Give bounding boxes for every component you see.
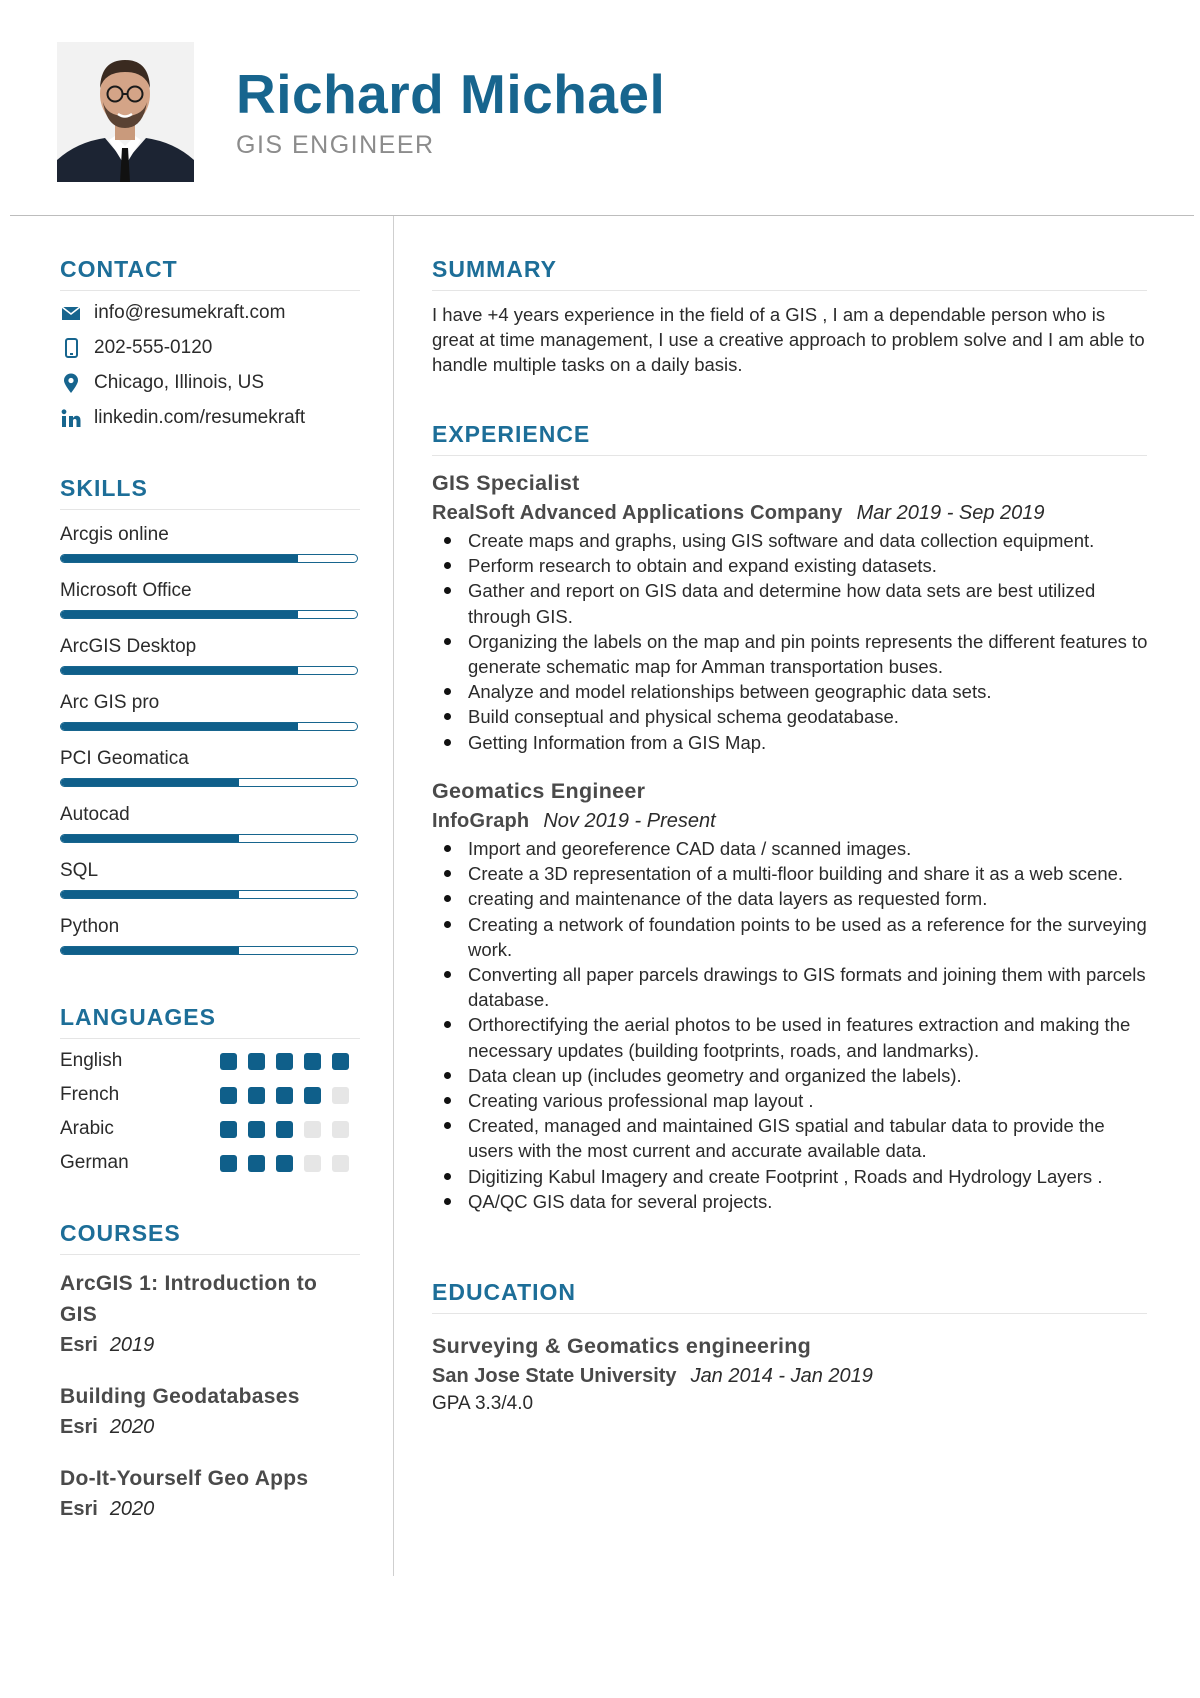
course-title: Building Geodatabases: [60, 1385, 300, 1408]
skill-bar-fill: [61, 947, 239, 954]
rating-square-filled: [220, 1087, 237, 1104]
list-item: Import and georeference CAD data / scanned images.: [432, 836, 1152, 861]
skill-item: [60, 748, 360, 787]
languages-heading: LANGUAGES: [60, 1004, 216, 1030]
rating-square-empty: [332, 1121, 349, 1138]
skill-bar: [60, 834, 358, 843]
job-bullets: [432, 836, 1152, 1214]
envelope-icon: [60, 302, 82, 324]
list-item: QA/QC GIS data for several projects.: [432, 1189, 1152, 1214]
skill-bar: [60, 890, 358, 899]
language-name: German: [60, 1152, 129, 1173]
phone-icon: [60, 337, 82, 359]
course-item: [60, 1381, 360, 1442]
skill-item: [60, 692, 360, 731]
skill-name: Microsoft Office: [60, 580, 192, 601]
skill-bar-fill: [61, 723, 298, 730]
rating-square-filled: [248, 1053, 265, 1070]
job-meta: [432, 806, 1152, 836]
list-item: Data clean up (includes geometry and organized the labels).: [432, 1063, 1152, 1088]
skill-bar: [60, 666, 358, 675]
list-item: Converting all paper parcels drawings to GIS formats and joining them with parcels database.: [432, 962, 1152, 1012]
summary-heading: SUMMARY: [432, 256, 557, 282]
language-name: French: [60, 1084, 120, 1105]
list-item: Organizing the labels on the map and pin points represents the different features to generate schematic map for Amman transportation buses.: [432, 629, 1152, 679]
education-heading: EDUCATION: [432, 1279, 577, 1305]
language-item: [60, 1150, 360, 1176]
list-item: Create maps and graphs, using GIS software and data collection equipment.: [432, 528, 1152, 553]
job-title: GIS ENGINEER: [236, 131, 435, 159]
course-year: 2020: [109, 1416, 155, 1438]
job-bullets: [432, 528, 1152, 755]
rating-square-empty: [332, 1087, 349, 1104]
language-rating: [220, 1121, 360, 1138]
rating-square-filled: [220, 1053, 237, 1070]
email-text[interactable]: info@resumekraft.com: [94, 302, 286, 323]
linkedin-icon: [60, 407, 82, 429]
job-entry: [432, 776, 1152, 1214]
courses-heading-rule: [60, 1254, 360, 1255]
skill-bar-fill: [61, 779, 239, 786]
rating-square-filled: [248, 1155, 265, 1172]
education-entry: [432, 1331, 1152, 1417]
rating-square-filled: [276, 1087, 293, 1104]
rating-square-filled: [276, 1121, 293, 1138]
skill-bar-fill: [61, 555, 298, 562]
contact-heading-rule: [60, 290, 360, 291]
job-company: RealSoft Advanced Applications Company: [432, 502, 843, 524]
avatar: [57, 42, 194, 182]
languages-heading-rule: [60, 1038, 360, 1039]
skill-name: PCI Geomatica: [60, 748, 189, 769]
course-title: ArcGIS 1: Introduction to GIS: [60, 1272, 318, 1326]
skill-name: Python: [60, 916, 120, 937]
summary-text: I have +4 years experience in the field of a GIS , I am a dependable person who is great at time management, I use a creative approach to problem solve and I am able to handle multiple tasks on a daily basis.: [432, 304, 1145, 375]
skill-bar-fill: [61, 667, 298, 674]
list-item: Digitizing Kabul Imagery and create Footprint , Roads and Hydrology Layers .: [432, 1164, 1152, 1189]
list-item: Gather and report on GIS data and determine how data sets are best utilized through GIS.: [432, 578, 1152, 628]
rating-square-filled: [220, 1121, 237, 1138]
education-meta: [432, 1361, 1152, 1391]
column-divider: [393, 216, 394, 1576]
course-meta: [60, 1330, 360, 1360]
list-item: Created, managed and maintained GIS spatial and tabular data to provide the users with the most current and accurate available data.: [432, 1113, 1152, 1163]
skill-name: Autocad: [60, 804, 130, 825]
rating-square-empty: [332, 1155, 349, 1172]
job-role: GIS Specialist: [432, 471, 580, 495]
job-dates: Nov 2019 - Present: [543, 810, 716, 832]
contact-phone[interactable]: [60, 337, 212, 359]
education-degree: Surveying & Geomatics engineering: [432, 1334, 812, 1358]
job-role: Geomatics Engineer: [432, 779, 646, 803]
skill-item: [60, 636, 360, 675]
job-company: InfoGraph: [432, 810, 530, 832]
skill-item: [60, 580, 360, 619]
rating-square-filled: [248, 1087, 265, 1104]
rating-square-empty: [304, 1155, 321, 1172]
experience-heading: EXPERIENCE: [432, 421, 591, 447]
summary-heading-rule: [432, 290, 1147, 291]
linkedin-text[interactable]: linkedin.com/resumekraft: [94, 407, 306, 428]
language-name: Arabic: [60, 1118, 114, 1139]
course-title: Do-It-Yourself Geo Apps: [60, 1467, 309, 1490]
language-rating: [220, 1053, 360, 1070]
list-item: Creating a network of foundation points to be used as a reference for the surveying work.: [432, 912, 1152, 962]
course-year: 2019: [109, 1334, 155, 1356]
language-item: [60, 1082, 360, 1108]
education-dates: Jan 2014 - Jan 2019: [690, 1365, 873, 1387]
course-org: Esri: [60, 1498, 98, 1520]
course-item: [60, 1268, 360, 1360]
language-item: [60, 1116, 360, 1142]
skill-bar-fill: [61, 891, 239, 898]
skill-item: [60, 524, 360, 563]
course-item: [60, 1463, 360, 1524]
skill-item: [60, 916, 360, 955]
skill-bar: [60, 554, 358, 563]
rating-square-empty: [304, 1121, 321, 1138]
list-item: Create a 3D representation of a multi-floor building and share it as a web scene.: [432, 861, 1152, 886]
skill-bar: [60, 778, 358, 787]
language-name: English: [60, 1050, 123, 1071]
skills-heading: SKILLS: [60, 475, 148, 501]
language-item: [60, 1048, 360, 1074]
contact-linkedin[interactable]: [60, 407, 305, 429]
rating-square-filled: [248, 1121, 265, 1138]
skill-item: [60, 860, 360, 899]
skill-name: SQL: [60, 860, 99, 881]
candidate-name: Richard Michael: [236, 63, 666, 125]
education-gpa: GPA 3.3/4.0: [432, 1393, 534, 1414]
list-item: Analyze and model relationships between geographic data sets.: [432, 679, 1152, 704]
rating-square-filled: [276, 1155, 293, 1172]
location-text: Chicago, Illinois, US: [94, 372, 265, 393]
skill-name: Arcgis online: [60, 524, 169, 545]
rating-square-filled: [304, 1087, 321, 1104]
skill-item: [60, 804, 360, 843]
list-item: Getting Information from a GIS Map.: [432, 730, 1152, 755]
rating-square-filled: [304, 1053, 321, 1070]
skill-bar-fill: [61, 835, 239, 842]
list-item: Orthorectifying the aerial photos to be used in features extraction and making the necessary updates (building footprints, roads, and landmarks).: [432, 1012, 1152, 1062]
language-rating: [220, 1087, 360, 1104]
course-org: Esri: [60, 1334, 98, 1356]
list-item: creating and maintenance of the data layers as requested form.: [432, 886, 1152, 911]
skill-name: Arc GIS pro: [60, 692, 160, 713]
rating-square-filled: [332, 1053, 349, 1070]
contact-email[interactable]: [60, 302, 285, 324]
skill-bar-fill: [61, 611, 298, 618]
skill-name: ArcGIS Desktop: [60, 636, 197, 657]
contact-location: [60, 372, 264, 394]
skill-bar: [60, 946, 358, 955]
list-item: Perform research to obtain and expand existing datasets.: [432, 553, 1152, 578]
header-divider: [10, 215, 1194, 216]
education-heading-rule: [432, 1313, 1147, 1314]
job-dates: Mar 2019 - Sep 2019: [856, 502, 1045, 524]
language-rating: [220, 1155, 360, 1172]
rating-square-filled: [220, 1155, 237, 1172]
phone-text[interactable]: 202-555-0120: [94, 337, 213, 358]
experience-heading-rule: [432, 455, 1147, 456]
rating-square-filled: [276, 1053, 293, 1070]
job-entry: [432, 468, 1152, 755]
map-pin-icon: [60, 372, 82, 394]
skills-heading-rule: [60, 509, 360, 510]
contact-heading: CONTACT: [60, 256, 178, 282]
course-year: 2020: [109, 1498, 155, 1520]
skill-bar: [60, 610, 358, 619]
education-school: San Jose State University: [432, 1365, 677, 1387]
course-org: Esri: [60, 1416, 98, 1438]
job-meta: [432, 498, 1152, 528]
list-item: Build conseptual and physical schema geodatabase.: [432, 704, 1152, 729]
skill-bar: [60, 722, 358, 731]
course-meta: [60, 1412, 360, 1442]
list-item: Creating various professional map layout .: [432, 1088, 1152, 1113]
courses-heading: COURSES: [60, 1220, 181, 1246]
profile-photo: [57, 42, 194, 182]
course-meta: [60, 1494, 360, 1524]
